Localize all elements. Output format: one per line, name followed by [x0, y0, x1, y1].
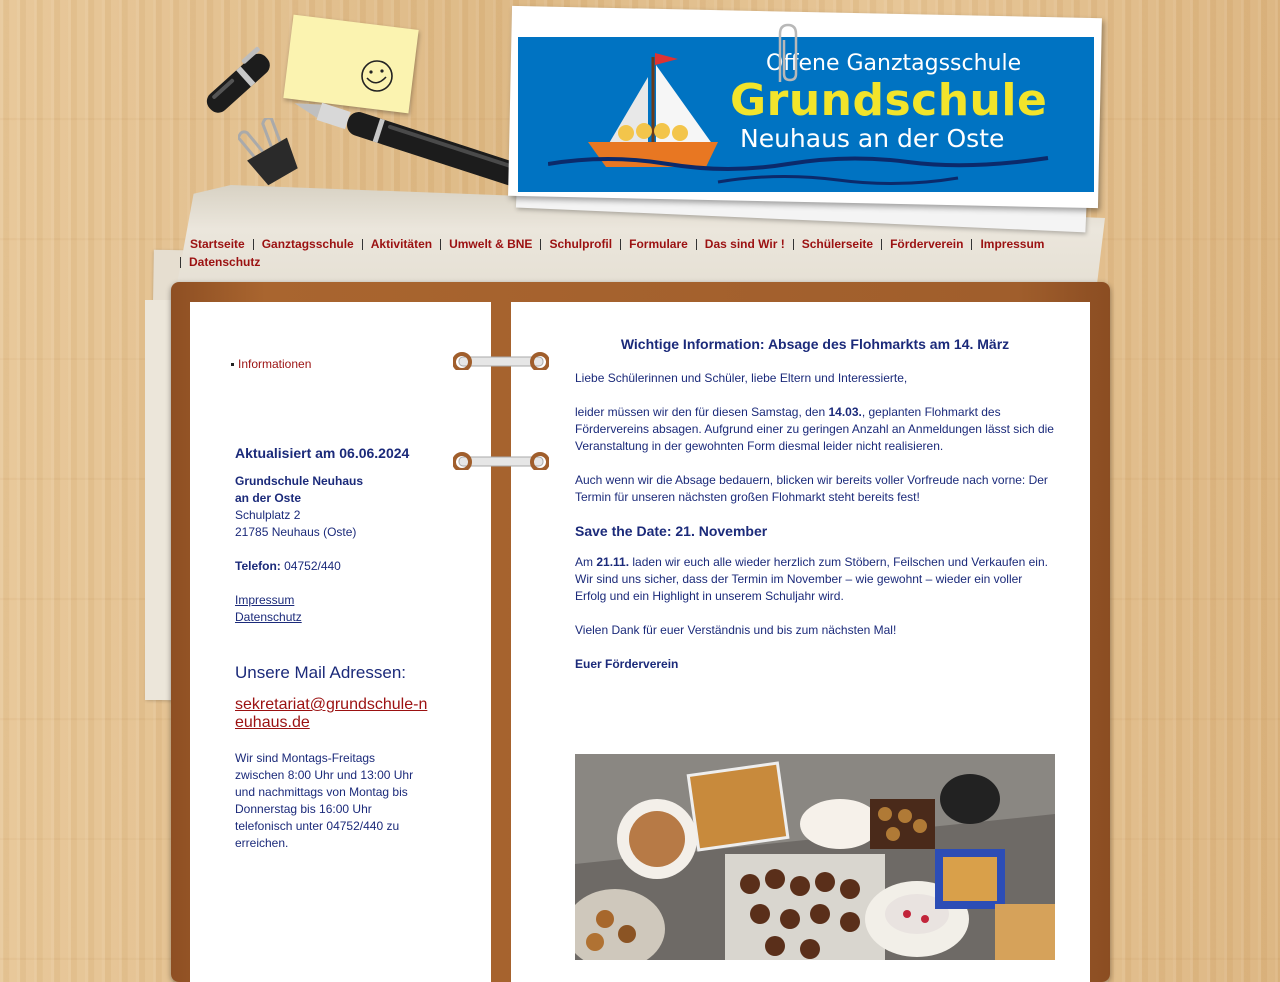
city: 21785 Neuhaus (Oste)	[235, 525, 357, 539]
paper-clip-icon	[770, 22, 804, 88]
article-greeting: Liebe Schülerinnen und Schüler, liebe Eltern und Interessierte,	[575, 371, 908, 385]
bullet-icon	[231, 363, 234, 366]
street: Schulplatz 2	[235, 508, 301, 522]
sidebar-item-informationen[interactable]	[231, 356, 311, 373]
nav-aktivitaeten[interactable]: Aktivitäten	[370, 237, 433, 251]
article-paragraph-2: Auch wenn wir die Absage bedauern, blicken wir bereits voller Vorfreude nach vorne: Der Termin für unseren nächsten großen Flohmarkt steht bereits fest!	[575, 473, 1048, 504]
article-paragraph-1	[575, 404, 1055, 455]
binder-ring-icon	[453, 452, 549, 470]
school-logo[interactable]	[518, 37, 1094, 192]
nav-startseite[interactable]: Startseite	[190, 237, 245, 251]
sidebar-item-label: Informationen	[238, 357, 312, 371]
food-photo-icon	[575, 754, 1055, 960]
text: laden wir euch alle wieder herzlich zum Stöbern, Feilschen und Verkaufen ein. Wir sind uns sicher, dass der Termin im November – wie gewohnt – wieder ein voller Erfolg und ein Highlight in unserem Schuljahr wird.	[575, 555, 1048, 603]
nav-ganztagsschule[interactable]: Ganztagsschule	[261, 237, 354, 251]
nav-datenschutz[interactable]: Datenschutz	[189, 255, 261, 269]
sticky-note	[283, 15, 418, 114]
impressum-link[interactable]: Impressum	[235, 593, 295, 607]
phone-label: Telefon:	[235, 559, 281, 573]
main-navigation	[178, 235, 1078, 271]
updated-date: Aktualisiert am 06.06.2024	[235, 445, 410, 461]
logo-subtitle: Offene Ganztagsschule	[766, 51, 1022, 76]
text: , geplanten Flohmarkt des Fördervereins absagen. Aufgrund einer zu geringen Anzahl an Anmeldungen lässt sich die Veranstaltung in der gewohnten Form diesmal leider nicht realisieren.	[575, 405, 1054, 453]
office-hours: Wir sind Montags-Freitags zwischen 8:00 Uhr und 13:00 Uhr und nachmittags von Montag bis Donnerstag bis 16:00 Uhr telefonisch unter 04752/440 zu erreichen.	[235, 751, 414, 850]
date-bold: 21.11.	[596, 555, 630, 569]
pen-cap-icon	[196, 38, 282, 130]
text: leider müssen wir den für diesen Samstag, den	[575, 405, 829, 419]
nav-umwelt-bne[interactable]: Umwelt & BNE	[449, 237, 533, 251]
smiley-icon	[358, 58, 396, 94]
nav-foerderverein[interactable]: Förderverein	[890, 237, 964, 251]
logo-title: Grundschule	[730, 75, 1048, 126]
nav-impressum[interactable]: Impressum	[980, 237, 1045, 251]
sidebar-page	[190, 302, 491, 982]
nav-schuelerseite[interactable]: Schülerseite	[801, 237, 874, 251]
binder-ring-icon	[453, 352, 549, 370]
article-title: Wichtige Information: Absage des Flohmarkts am 14. März	[620, 336, 1010, 352]
school-name-line2: an der Oste	[235, 491, 302, 505]
article-paragraph-3	[575, 554, 1055, 605]
text: Am	[575, 555, 597, 569]
article-paragraph-4: Vielen Dank für euer Verständnis und bis zum nächsten Mal!	[575, 623, 897, 637]
email-link[interactable]: sekretariat@grundschule-neuhaus.de	[235, 696, 428, 731]
datenschutz-link[interactable]: Datenschutz	[235, 610, 302, 624]
waves-icon	[548, 152, 1068, 192]
mail-heading: Unsere Mail Adressen:	[235, 663, 407, 682]
nav-schulprofil[interactable]: Schulprofil	[549, 237, 613, 251]
binder-clip-icon	[238, 118, 304, 194]
nav-das-sind-wir[interactable]: Das sind Wir !	[704, 237, 785, 251]
article-signature: Euer Förderverein	[575, 657, 679, 671]
logo-location: Neuhaus an der Oste	[740, 124, 1005, 153]
cake-buffet-photo	[575, 754, 1055, 960]
phone-number: 04752/440	[284, 559, 341, 573]
date-bold: 14.03.	[828, 405, 862, 419]
school-address	[235, 473, 435, 626]
school-name-line1: Grundschule Neuhaus	[235, 474, 364, 488]
article	[575, 336, 1055, 690]
nav-formulare[interactable]: Formulare	[629, 237, 688, 251]
article-subtitle: Save the Date: 21. November	[575, 523, 768, 539]
